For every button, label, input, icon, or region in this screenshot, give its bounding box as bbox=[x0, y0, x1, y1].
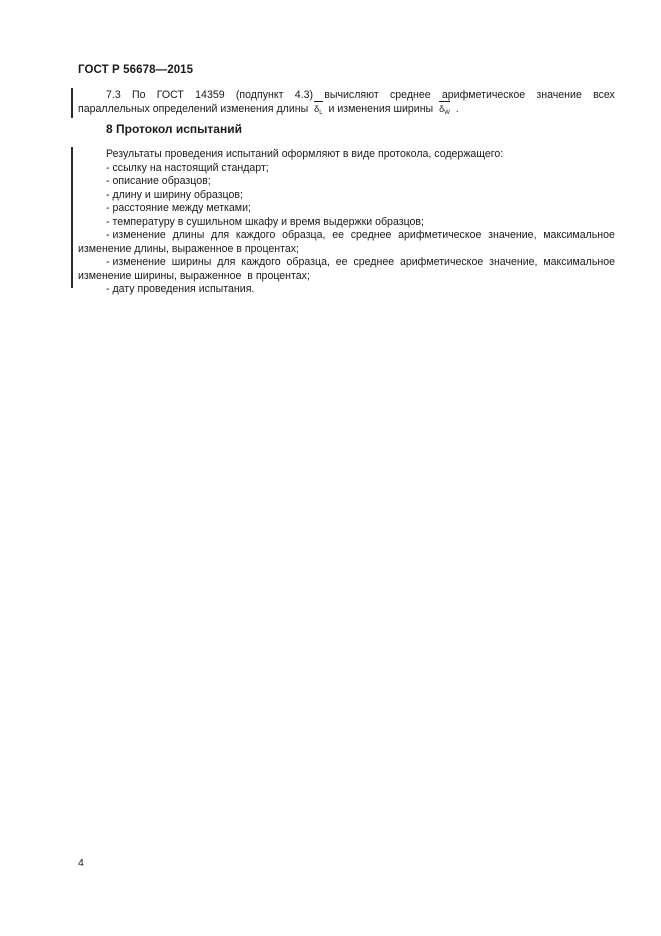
delta-width-symbol: $\delta_W$ bbox=[439, 103, 450, 121]
section-8-body bbox=[78, 148, 615, 297]
clause-7-3-text-width: и изменения ширины bbox=[328, 102, 434, 115]
clause-7-3-paragraph bbox=[78, 89, 615, 120]
clause-7-3-word: ГОСТ bbox=[156, 89, 184, 101]
clause-7-3-word: арифметическое bbox=[441, 89, 526, 101]
width-change-word: для bbox=[217, 256, 236, 268]
clause-7-3-word: всех bbox=[593, 89, 615, 101]
clause-7-3-word: вычисляют bbox=[324, 89, 379, 101]
clause-7-3-word: 7.3 bbox=[106, 89, 121, 101]
list-item: - ссылку на настоящий стандарт; bbox=[106, 161, 269, 174]
list-item-width-change-line-1 bbox=[78, 256, 615, 270]
clause-7-3-word: (подпункт bbox=[235, 89, 284, 101]
length-change-word: каждого bbox=[235, 229, 276, 241]
list-item: - температуру в сушильном шкафу и время выдержки образцов; bbox=[106, 215, 424, 228]
delta-length-symbol: $\delta_L$ bbox=[314, 103, 322, 121]
width-change-word: значение, bbox=[489, 256, 538, 268]
clause-7-3-word: 14359 bbox=[195, 89, 225, 101]
change-bar-section-8 bbox=[71, 147, 73, 288]
list-item-length-change-line-2: изменение длины, выраженное в процентах; bbox=[78, 242, 300, 255]
width-change-word: среднее bbox=[353, 256, 395, 268]
section-8-title: 8 Протокол испытаний bbox=[106, 122, 242, 136]
clause-7-3-word: значение bbox=[536, 89, 582, 101]
length-change-word: арифметическое bbox=[398, 229, 482, 241]
section-8-list bbox=[78, 162, 615, 230]
clause-7-3-text-length: параллельных определений изменения длины bbox=[78, 102, 309, 115]
clause-7-3-word: среднее bbox=[389, 89, 431, 101]
list-item-width-change-line-2: изменение ширины, выраженное в процентах; bbox=[78, 269, 310, 282]
width-change-word: ее bbox=[335, 256, 348, 268]
length-change-word: - изменение bbox=[106, 229, 166, 241]
section-8-intro: Результаты проведения испытаний оформляют в виде протокола, содержащего: bbox=[106, 148, 504, 160]
width-change-word: арифметическое bbox=[399, 256, 484, 268]
clause-7-3-line-1 bbox=[78, 89, 615, 103]
document-code-header: ГОСТ Р 56678—2015 bbox=[78, 64, 194, 76]
length-change-word: ее bbox=[332, 229, 344, 241]
list-item: - описание образцов; bbox=[106, 175, 211, 187]
width-change-word: каждого bbox=[241, 256, 281, 268]
list-item-test-date: - дату проведения испытания. bbox=[106, 283, 255, 295]
length-change-word: для bbox=[211, 229, 230, 241]
length-change-word: значение, bbox=[488, 229, 537, 241]
width-change-word: ширины bbox=[171, 256, 212, 268]
length-change-word: образца, bbox=[282, 229, 326, 241]
clause-7-3-period: . bbox=[455, 102, 459, 115]
clause-7-3-line-2 bbox=[78, 103, 615, 121]
page-number: 4 bbox=[78, 857, 84, 869]
width-change-word: образца, bbox=[286, 256, 330, 268]
length-change-word: длины bbox=[172, 229, 205, 241]
length-change-word: максимальное bbox=[543, 229, 615, 241]
clause-7-3-word: По bbox=[131, 89, 146, 101]
width-change-word: максимальное bbox=[543, 256, 615, 268]
list-item-length-change-line-1 bbox=[78, 229, 615, 243]
change-bar-clause-7-3 bbox=[71, 88, 73, 118]
length-change-word: среднее bbox=[350, 229, 392, 241]
list-item: - расстояние между метками; bbox=[106, 202, 251, 214]
list-item: - длину и ширину образцов; bbox=[106, 188, 243, 201]
clause-7-3-word: 4.3) bbox=[294, 89, 313, 101]
width-change-word: - изменение bbox=[106, 256, 166, 268]
